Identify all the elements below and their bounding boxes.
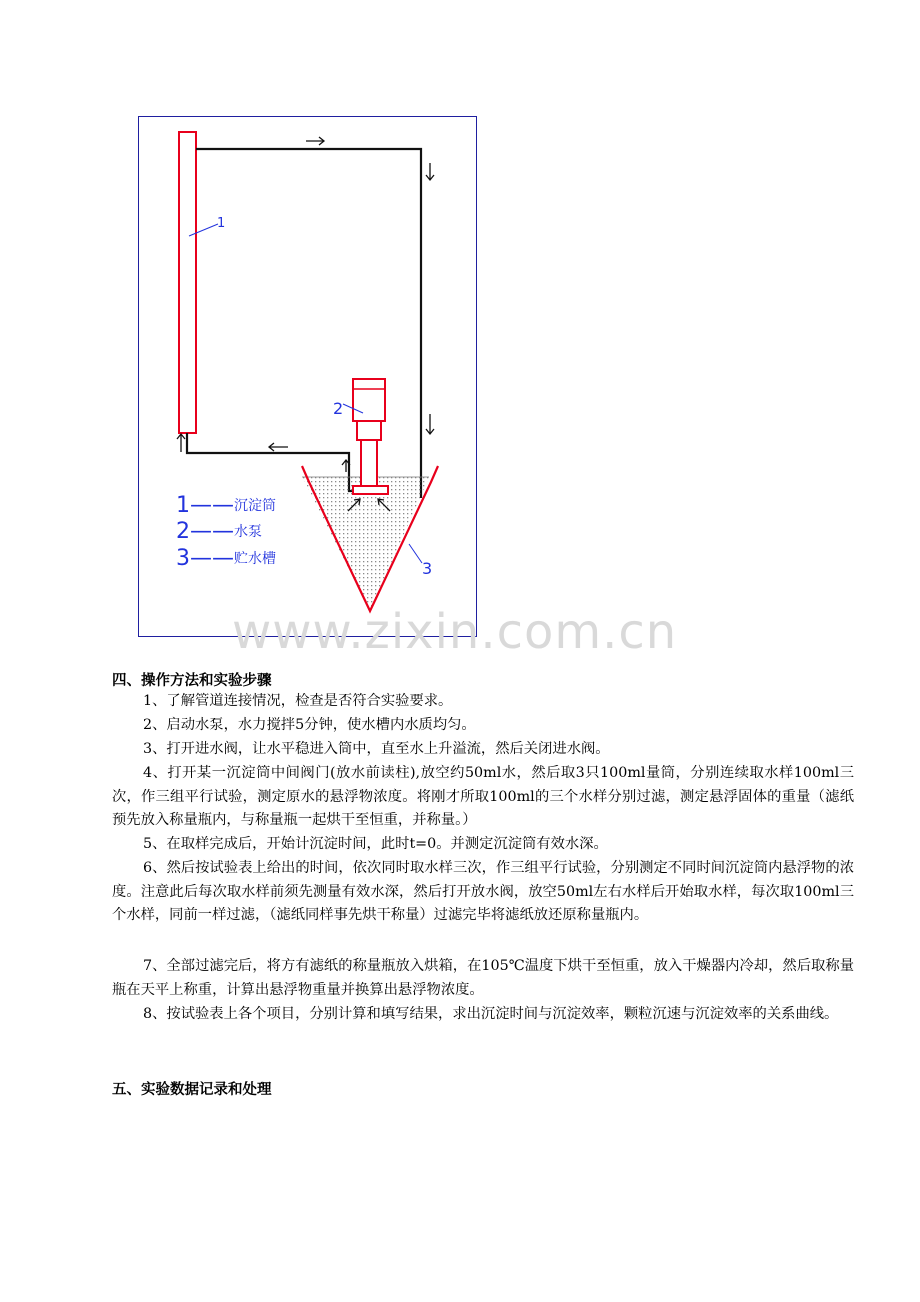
legend-num-1: 1—— (176, 493, 234, 518)
step-1: 1、了解管道连接情况，检查是否符合实验要求。 (143, 693, 453, 709)
apparatus-diagram (138, 116, 477, 637)
legend-text-2: 水泵 (234, 524, 262, 540)
legend-num-3: 3—— (176, 546, 234, 571)
inlet-pipe (196, 149, 421, 498)
pump-base (353, 486, 388, 494)
watermark: www.zixin.com.cn (232, 604, 678, 660)
step-3: 3、打开进水阀，让水平稳进入筒中，直至水上升溢流，然后关闭进水阀。 (143, 741, 610, 757)
diagram-legend (176, 493, 276, 571)
section-5-heading: 五、实验数据记录和处理 (112, 1081, 272, 1098)
callout-3: 3 (422, 559, 433, 578)
callout-2: 2 (333, 399, 344, 418)
pump-shaft (361, 440, 377, 486)
step-6: 6、然后按试验表上给出的时间，依次同时取水样三次，作三组平行试验，分别测定不同时间沉淀筒内悬浮物的浓度。注意此后每次取水样前须先测量有效水深，然后打开放水阀，放空50ml左右水样后开始取水样，每次取100ml三个水样，同前一样过滤，（滤纸同样事先烘干称量）过滤完毕将滤纸放还原称量瓶内。 (112, 860, 854, 923)
legend-num-2: 2—— (176, 519, 234, 544)
step-8: 8、按试验表上各个项目，分别计算和填写结果，求出沉淀时间与沉淀效率，颗粒沉速与沉淀效率的关系曲线。 (143, 1006, 839, 1022)
section-4-heading: 四、操作方法和实验步骤 (112, 672, 272, 689)
step-7: 7、全部过滤完后，将方有滤纸的称量瓶放入烘箱，在105℃温度下烘干至恒重，放入干燥器内冷却，然后取称量瓶在天平上称重，计算出悬浮物重量并换算出悬浮物浓度。 (112, 958, 854, 998)
step-5: 5、在取样完成后，开始计沉淀时间，此时t=0。并测定沉淀筒有效水深。 (143, 836, 608, 852)
flow-arrows (177, 137, 434, 511)
pump-neck (357, 421, 381, 440)
callout-1: 1 (217, 216, 226, 231)
legend-text-3: 贮水槽 (234, 551, 276, 567)
settling-column (179, 132, 196, 433)
legend-text-1: 沉淀筒 (234, 498, 276, 514)
pump-motor (353, 379, 385, 421)
step-4: 4、打开某一沉淀筒中间阀门(放水前读柱),放空约50ml水，然后取3只100ml量筒，分别连续取水样100ml三次，作三组平行试验，测定原水的悬浮物浓度。将刚才所取100ml的三个水样分别过滤，测定悬浮固体的重量（滤纸预先放入称量瓶内，与称量瓶一起烘干至恒重，并称量。） (112, 765, 854, 828)
tank-water (302, 477, 429, 611)
step-2: 2、启动水泵，水力搅拌5分钟，使水槽内水质均匀。 (143, 717, 476, 733)
